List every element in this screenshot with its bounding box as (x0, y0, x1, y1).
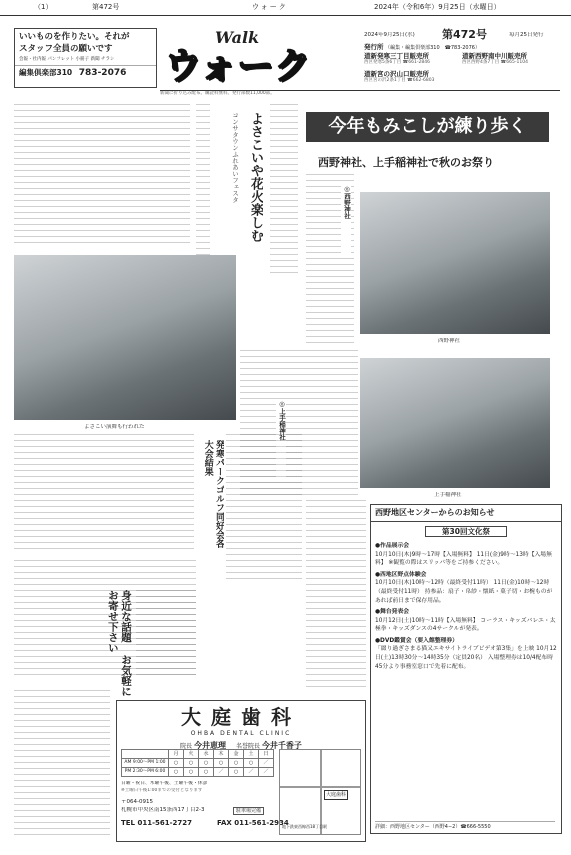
clinic-map (279, 749, 361, 835)
printing-ad (14, 28, 157, 88)
dental-ad (116, 700, 366, 842)
section-nishino: ◎西野神社 (341, 185, 351, 255)
map-station: 地下鉄東西線西18丁目駅 (282, 824, 328, 829)
notice-item-1 (371, 541, 561, 570)
notice-title: 西野地区センターからのお知らせ (371, 505, 561, 522)
honorary-name: 今井千香子 (261, 740, 302, 750)
director-label: 院長 (180, 742, 193, 750)
holidays: 日曜・祝日、木曜午後、土曜午後・休診 (121, 781, 208, 786)
shop-1-tel: ☎661-2846 (402, 60, 430, 66)
issue-date: 2024年9月25日(水) (364, 32, 415, 38)
notice-item-2-head: ●西地区野点体験会 (375, 571, 427, 578)
feature-subtitle: 西野神社、上手稲神社で秋のお祭り (318, 156, 494, 169)
section-kamiteine: ◎上手稲神社 (276, 400, 286, 480)
page-number: （1） (34, 3, 53, 11)
notice-item-4-body: 「綴り過ぎさまる猫又エキサイトライブビデオ第3集」を上映 10月12日(土)13時30分〜14時35分（定員20名） 入場整理券は10/4配布時45分より事務室窓口で先着に配布。 (375, 646, 557, 670)
notice-item-2 (371, 570, 561, 607)
notice-box (370, 504, 562, 834)
ad-line-2: スタッフ全員の願いです (19, 43, 113, 54)
golf-headline: 発寒パークゴルフ同好会各大会結果 (202, 440, 224, 548)
shop-1-addr: 西区発寒5条6丁目 (364, 60, 402, 66)
notice-item-4-head: ●DVD鑑賞会（要入館整理券） (375, 637, 458, 644)
honorary-label: 名誉院長 (235, 742, 260, 750)
shop-3-addr: 西区宮の沢2条1丁目 (364, 78, 406, 84)
lower-mid-text (136, 590, 196, 680)
shop-2 (462, 52, 560, 66)
feature-banner: 今年もみこしが練り歩く (306, 112, 549, 142)
shop-1 (364, 52, 459, 66)
left-column-text (14, 104, 190, 246)
postal: 〒064-0915 (121, 799, 153, 805)
yosakoi-body (270, 104, 298, 274)
kamiteine-photo (360, 358, 550, 488)
yosakoi-caption: よさこい演舞も行われた (84, 424, 145, 430)
publisher-detail: （編集・編集倶楽部310 ☎783-2076） (385, 45, 480, 51)
dental-name: 大庭歯科 (181, 705, 301, 729)
parking: 駐車場完備 (233, 807, 264, 815)
shop-2-name: 道新西野南中川販売所 (462, 52, 527, 60)
golf-results (14, 434, 194, 554)
phone: TEL 011-561-2727 (121, 819, 192, 827)
shop-3 (364, 70, 484, 84)
logo-walk: Walk (215, 28, 260, 47)
caption-kamiteine: 上手稲神社 (434, 492, 462, 498)
yosakoi-kicker: コンサタウンふれあいフェスタ (231, 112, 239, 203)
masthead-note: 新聞に折り込み配布。購読料無料。発行部数11,000部。 (160, 90, 560, 98)
nishino-photo (360, 192, 550, 334)
address: 札幌市中央区南15条西17丁目2-3 (121, 807, 205, 813)
notice-item-4 (371, 636, 561, 673)
notice-festival: 第30回文化祭 (425, 526, 507, 537)
bottom-left-text (14, 690, 110, 840)
shop-2-tel: ☎665-1104 (500, 60, 528, 66)
shop-3-name: 道新宮の沢山口販売所 (364, 70, 429, 78)
masthead-logo (160, 28, 360, 88)
logo-main: ウォーク (165, 46, 312, 87)
masthead-info (362, 28, 562, 88)
notice-footer: 詳細：西野地区センター（西野4−2）☎666-5550 (375, 821, 555, 830)
topic-title: 身近な話題 お気軽にお寄せ下さい (106, 590, 132, 697)
caption-nishino: 西野神社 (438, 338, 461, 344)
issue-number-small: 第472号 (92, 3, 120, 11)
notice-item-2-body: 10月10日(木)10時〜12時（最終受付11時） 11日(金)10時〜12時（最終受付11時） 持参品：扇子・帛紗・懐紙・菓子切・お椀ものがあれば前日まで保存用品。 (375, 580, 553, 604)
issue-number: 第472号 (442, 28, 487, 41)
yosakoi-text-col (196, 104, 210, 274)
shop-2-addr: 西区西野4条7丁目 (462, 60, 500, 66)
map-clinic-tag: 大庭歯科 (324, 790, 348, 800)
yosakoi-headline: よさこいや花火楽しむ (248, 112, 263, 242)
director-name: 今井恵理 (194, 740, 227, 750)
ad-club-label: 編集倶楽部310 (19, 67, 73, 77)
hours-table: 月 火 水 木 金 土 日 AM 9:00〜PM 1:00 ○ ○ ○ ○ ○ ○ ／ PM 2:30〜PM 6:00 ○ ○ ○ ／ ○ ／ ／ (121, 749, 274, 777)
notice-item-1-head: ●作品展示会 (375, 543, 410, 550)
feature-body-3 (306, 500, 366, 690)
publisher-label: 発行所 (364, 43, 384, 51)
shop-3-tel: ☎662-6803 (407, 78, 435, 84)
ad-line-1: いいものを作りたい。それが (19, 32, 130, 42)
shop-1-name: 道新発寒三丁目販売所 (364, 52, 429, 60)
page-header (0, 0, 571, 16)
date-line: 2024年（令和6年）9月25日（水曜日） (374, 3, 501, 11)
golf-body (226, 434, 302, 584)
notice-item-3 (371, 607, 561, 636)
dental-name-en: OHBA DENTAL CLINIC (190, 730, 292, 737)
ad-line-3: 会報・社内報 パンフレット 小冊子 新聞 チラシ (15, 55, 156, 66)
saturday-note: ※土曜日午後1:00までの受付となります (121, 788, 203, 793)
masthead-small: ウォーク (252, 3, 288, 11)
notice-item-3-head: ●舞台発表会 (375, 609, 410, 616)
notice-item-1-body: 10月10日(木)9時〜17時【入場無料】 11日(金)9時〜13時【入場無料】 ※観覧の際はスリッパ等をご持参ください。 (375, 551, 552, 567)
fax: FAX 011-561-2934 (217, 819, 289, 827)
yosakoi-photo (14, 255, 236, 420)
ad-phone: 783-2076 (78, 67, 127, 78)
notice-item-3-body: 10月12日(土)10時〜11時【入場無料】 コーラス・キッズバレエ・太極拳・キッズダンスの4サークルが発表。 (375, 617, 556, 633)
issue-cycle: 毎月25日発行 (509, 32, 544, 38)
